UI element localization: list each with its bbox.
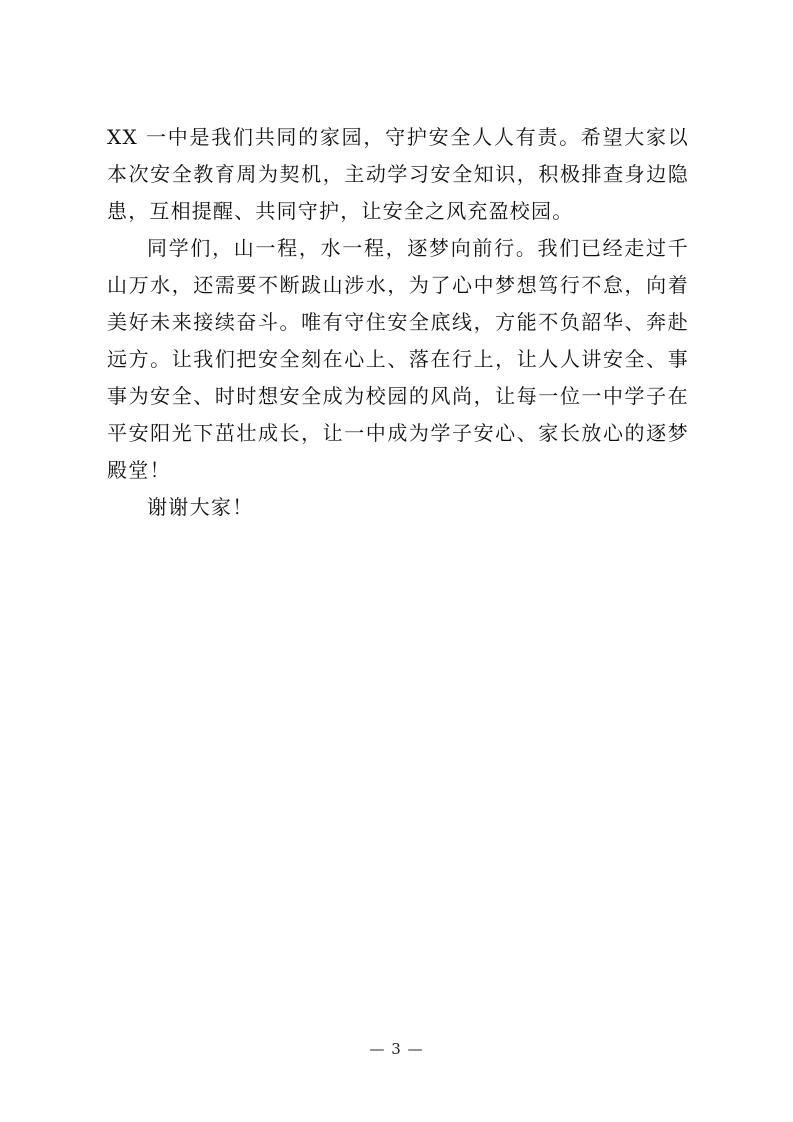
page-number: — 3 — bbox=[369, 1040, 424, 1058]
paragraph-campus-safety: XX 一中是我们共同的家园，守护安全人人有责。希望大家以本次安全教育周为契机，主动学习安全知识，积极排查身边隐患，互相提醒、共同守护，让安全之风充盈校园。 bbox=[107, 125, 689, 223]
paragraph-students-call: 同学们，山一程，水一程，逐梦向前行。我们已经走过千山万水，还需要不断跋山涉水，为了心中梦想笃行不怠，向着美好未来接续奋斗。唯有守住安全底线，方能不负韶华、奔赴远方。让我们把安全刻在心上、落在行上，让人人讲安全、事事为安全、时时想安全成为校园的风尚，让每一位一中学子在平安阳光下茁壮成长，让一中成为学子安心、家长放心的逐梦殿堂！ bbox=[107, 236, 689, 482]
paragraph-thanks: 谢谢大家！ bbox=[147, 495, 254, 519]
document-body bbox=[107, 119, 689, 526]
